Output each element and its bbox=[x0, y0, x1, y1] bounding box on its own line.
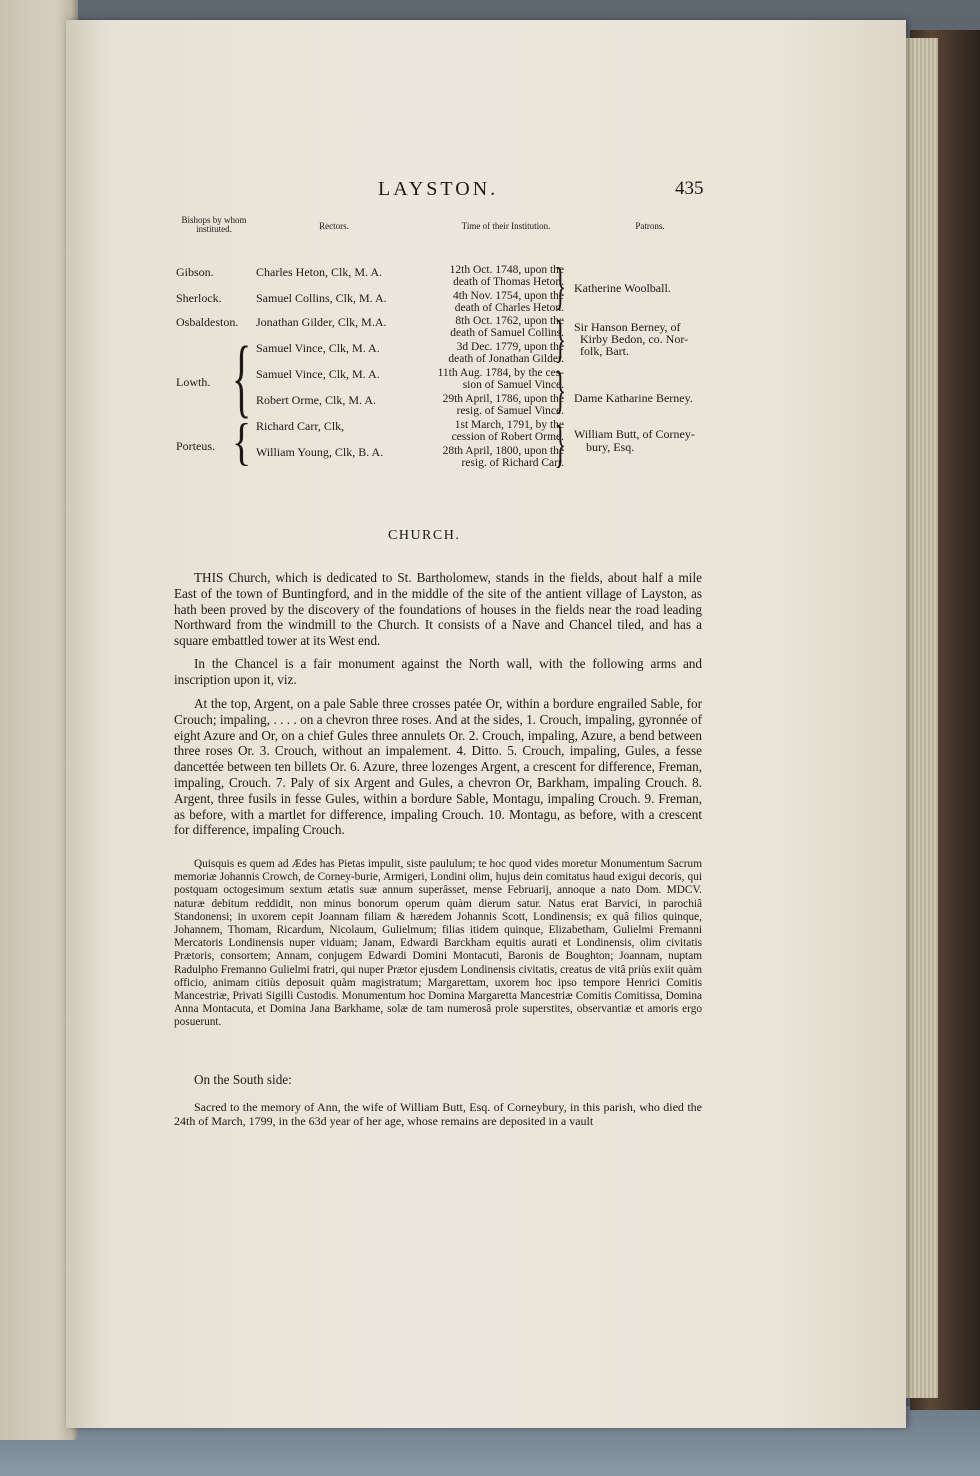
paragraph-inscription: Quisquis es quem ad Ædes has Pietas impulit, siste paululum; te hoc quod vides moretur Monumentum Sacrum memoriæ Johannis Crowch, de Corney-burie, Armigeri, Londini olim, hujus dein comitatus haud exigui decoris, qui postquam octogesimum sextum ætatis suæ annum superâsset, mense Februarij, annoque a nato Dom. MDCV. naturæ debitum reddidit, non minus bonorum operum quàm dierum satur. Natus erat Barvici, in parochiâ Standonensi; in uxorem cepit Joannam filiam & hæredem Johannis Scott, Londinensis; ex quâ filios quinque, Johannem, Thomam, Ricardum, Nicolaum, Gulielmum; filias itidem quinque, Elizabetham, Gulielmi Fremanni Mercatoris Londinensis nuper viduam; Janam, Edwardi Barckham equitis aurati et Londinensis, olim civitatis Prætoris, consortem; Annam, conjugem Edwardi Domini Montacuti, Baronis de Boughton; Joannam, nuptam Radulpho Fremanno Gulielmi fratri, qui nuper Prætor ejusdem Londinensis civitatis, creatus de vitâ priùs exiit quàm officio, animam citiùs deposuit quàm magistratum; Margarettam, uxorem hoc ipso tempore Henrici Comitis Mancestriæ, Privati Sigilli Custodis. Monumentum hoc Domina Margaretta Mancestriæ Comitis Comitissa, Domina Anna Montacuta, et Domina Jana Barkhame, solæ de tam numerosâ prole superstites, observantiæ et amoris ergo posuerunt. bbox=[174, 858, 702, 1029]
patron-name: Dame Katharine Berney. bbox=[574, 391, 693, 405]
rector-name: Samuel Collins, Clk, M. A. bbox=[256, 291, 387, 305]
patron-name: Sir Hanson Berney, of Kirby Bedon, co. Nor- folk, Bart. bbox=[574, 320, 689, 358]
time-brace: { bbox=[554, 256, 566, 315]
bishop-name: Porteus. bbox=[176, 439, 215, 453]
institution-time: 28th April, 1800, upon the resig. of Richard Carr. bbox=[442, 445, 564, 469]
bishop-name: Lowth. bbox=[176, 375, 211, 389]
page-block-edges bbox=[901, 38, 938, 1398]
institution-time: 8th Oct. 1762, upon the death of Samuel Collins. bbox=[450, 315, 564, 339]
rector-name: William Young, Clk, B. A. bbox=[256, 445, 384, 459]
page-number: 435 bbox=[675, 178, 704, 199]
rector-name: Richard Carr, Clk, bbox=[256, 419, 345, 433]
institution-time: 4th Nov. 1754, upon the death of Charles Heton. bbox=[452, 290, 564, 314]
institution-time: 12th Oct. 1748, upon the death of Thomas Heton. bbox=[449, 264, 564, 288]
paragraph-south-side: On the South side: bbox=[194, 1072, 292, 1087]
bishop-brace: { bbox=[232, 412, 252, 471]
patron-name: William Butt, of Corney- bury, Esq. bbox=[574, 427, 695, 454]
header-bishops: Bishops by whom instituted. bbox=[181, 215, 247, 234]
bishop-brace: { bbox=[232, 327, 252, 427]
paragraph-chancel: In the Chancel is a fair monument against the North wall, with the following arms and inscription upon it, viz. bbox=[174, 656, 702, 687]
time-brace: { bbox=[554, 360, 566, 419]
time-brace: { bbox=[554, 309, 566, 368]
institution-time: 1st March, 1791, by the cession of Robert Orme. bbox=[451, 419, 564, 443]
running-header bbox=[66, 178, 906, 208]
page-title: LAYSTON. bbox=[378, 178, 499, 200]
book-page bbox=[66, 20, 906, 1428]
institution-time: 29th April, 1786, upon the resig. of Samuel Vince. bbox=[442, 393, 564, 417]
rector-name: Robert Orme, Clk, M. A. bbox=[256, 393, 376, 407]
header-patrons: Patrons. bbox=[635, 221, 665, 231]
bishop-name: Sherlock. bbox=[176, 291, 222, 305]
paragraph-arms: At the top, Argent, on a pale Sable three crosses patée Or, within a bordure engrailed Sable, for Crouch; impaling, . . . . on a chevron three roses. And at the sides, 1. Crouch, impaling, gyronnée of eight Azure and Or, on a chief Gules three annulets Or. 2. Crouch, impaling, Azure, a bend between three roses Or. 3. Crouch, without an impalement. 4. Ditto. 5. Crouch, impaling, Gules, a fesse dancettée between ten billets Or. 6. Azure, three lozenges Argent, a crescent for difference, Freman, impaling, Crouch. 7. Paly of six Argent and Gules, a chevron Or, Barkham, impaling Crouch. 8. Argent, three fusils in fesse Gules, within a bordure Sable, Montagu, impaling Crouch. 9. Freman, as before, with a martlet for difference, impaling Crouch. 10. Montagu, as before, with a crescent for difference, impaling Crouch. bbox=[174, 696, 702, 838]
patron-name: Katherine Woolball. bbox=[574, 281, 671, 295]
paragraph-memorial: Sacred to the memory of Ann, the wife of William Butt, Esq. of Corneybury, in this parish, who died the 24th of March, 1799, in the 63d year of her age, whose remains are deposited in a vault bbox=[174, 1100, 702, 1128]
paragraph-description: THIS Church, which is dedicated to St. Bartholomew, stands in the fields, about half a mile East of the town of Buntingford, and in the middle of the site of the antient village of Layston, as hath been proved by the discovery of the foundations of houses in the fields near the road leading Northward from the windmill to the Church. It consists of a Nave and Chancel tiled, and has a square embattled tower at its West end. bbox=[174, 570, 702, 649]
bishop-name: Gibson. bbox=[176, 265, 214, 279]
rector-name: Charles Heton, Clk, M. A. bbox=[256, 265, 382, 279]
rector-name: Samuel Vince, Clk, M. A. bbox=[256, 367, 380, 381]
institution-time: 3d Dec. 1779, upon the death of Jonathan Gilder. bbox=[448, 341, 564, 365]
rector-name: Jonathan Gilder, Clk, M.A. bbox=[256, 315, 387, 329]
bishop-name: Osbaldeston. bbox=[176, 315, 239, 329]
rectors-table bbox=[174, 214, 714, 473]
time-brace: { bbox=[554, 414, 566, 473]
header-rectors: Rectors. bbox=[319, 221, 349, 231]
header-time: Time of their Institution. bbox=[461, 221, 551, 231]
institution-time: 11th Aug. 1784, by the ces- sion of Samuel Vince. bbox=[437, 367, 564, 391]
rector-name: Samuel Vince, Clk, M. A. bbox=[256, 341, 380, 355]
section-heading: CHURCH. bbox=[388, 528, 461, 543]
